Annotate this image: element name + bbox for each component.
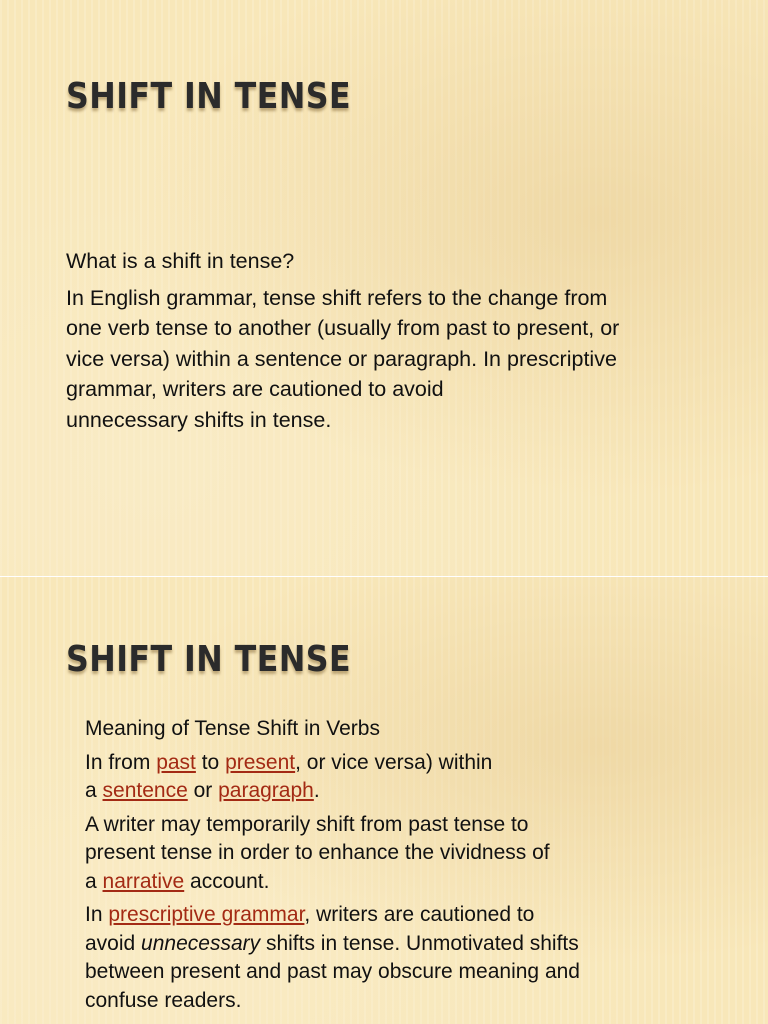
slide-body <box>66 246 716 441</box>
text: shifts in tense. Unmotivated shifts <box>260 931 579 955</box>
slide-title: SHIFT IN TENSE <box>66 76 352 117</box>
definition-line: one verb tense to another (usually from past to present, or <box>66 316 620 340</box>
text: , writers are cautioned to <box>304 903 535 926</box>
link-past[interactable]: past <box>156 750 196 774</box>
text: avoid <box>85 931 142 955</box>
subheading: Meaning of Tense Shift in Verbs <box>85 717 380 740</box>
text: a <box>85 869 103 893</box>
link-sentence[interactable]: sentence <box>102 779 188 802</box>
link-narrative[interactable]: narrative <box>102 869 185 893</box>
text: account. <box>184 869 270 893</box>
definition-paragraph <box>66 283 716 436</box>
text: to <box>195 750 226 774</box>
emphasis-unnecessary: unnecessary <box>141 931 261 955</box>
paragraph-3 <box>85 901 725 1015</box>
text: a <box>85 779 103 802</box>
question-text: What is a shift in tense? <box>66 249 295 273</box>
link-present[interactable]: present <box>225 750 296 774</box>
text: confuse readers. <box>85 988 242 1012</box>
slide-2 <box>0 577 768 1024</box>
text: In from <box>85 750 157 774</box>
text: A writer may temporarily shift from past tense to <box>85 812 529 836</box>
paragraph-1 <box>85 749 725 806</box>
text: present tense in order to enhance the vividness of <box>85 841 550 864</box>
definition-line: In English grammar, tense shift refers to the change from <box>66 285 608 310</box>
definition-line: unnecessary shifts in tense. <box>66 407 332 432</box>
link-paragraph[interactable]: paragraph <box>218 779 314 802</box>
text: or <box>187 779 219 802</box>
text: , or vice versa) within <box>295 750 493 774</box>
definition-line: vice versa) within a sentence or paragraph. In prescriptive <box>66 346 617 371</box>
link-prescriptive-grammar[interactable]: prescriptive grammar <box>108 903 305 926</box>
slide-title: SHIFT IN TENSE <box>66 639 352 680</box>
paragraph-2 <box>85 811 725 897</box>
text: between present and past may obscure meaning and <box>85 960 580 983</box>
text: In <box>85 903 109 926</box>
text: . <box>313 779 320 802</box>
definition-line: grammar, writers are cautioned to avoid <box>66 377 444 401</box>
slide-body <box>85 715 725 1020</box>
